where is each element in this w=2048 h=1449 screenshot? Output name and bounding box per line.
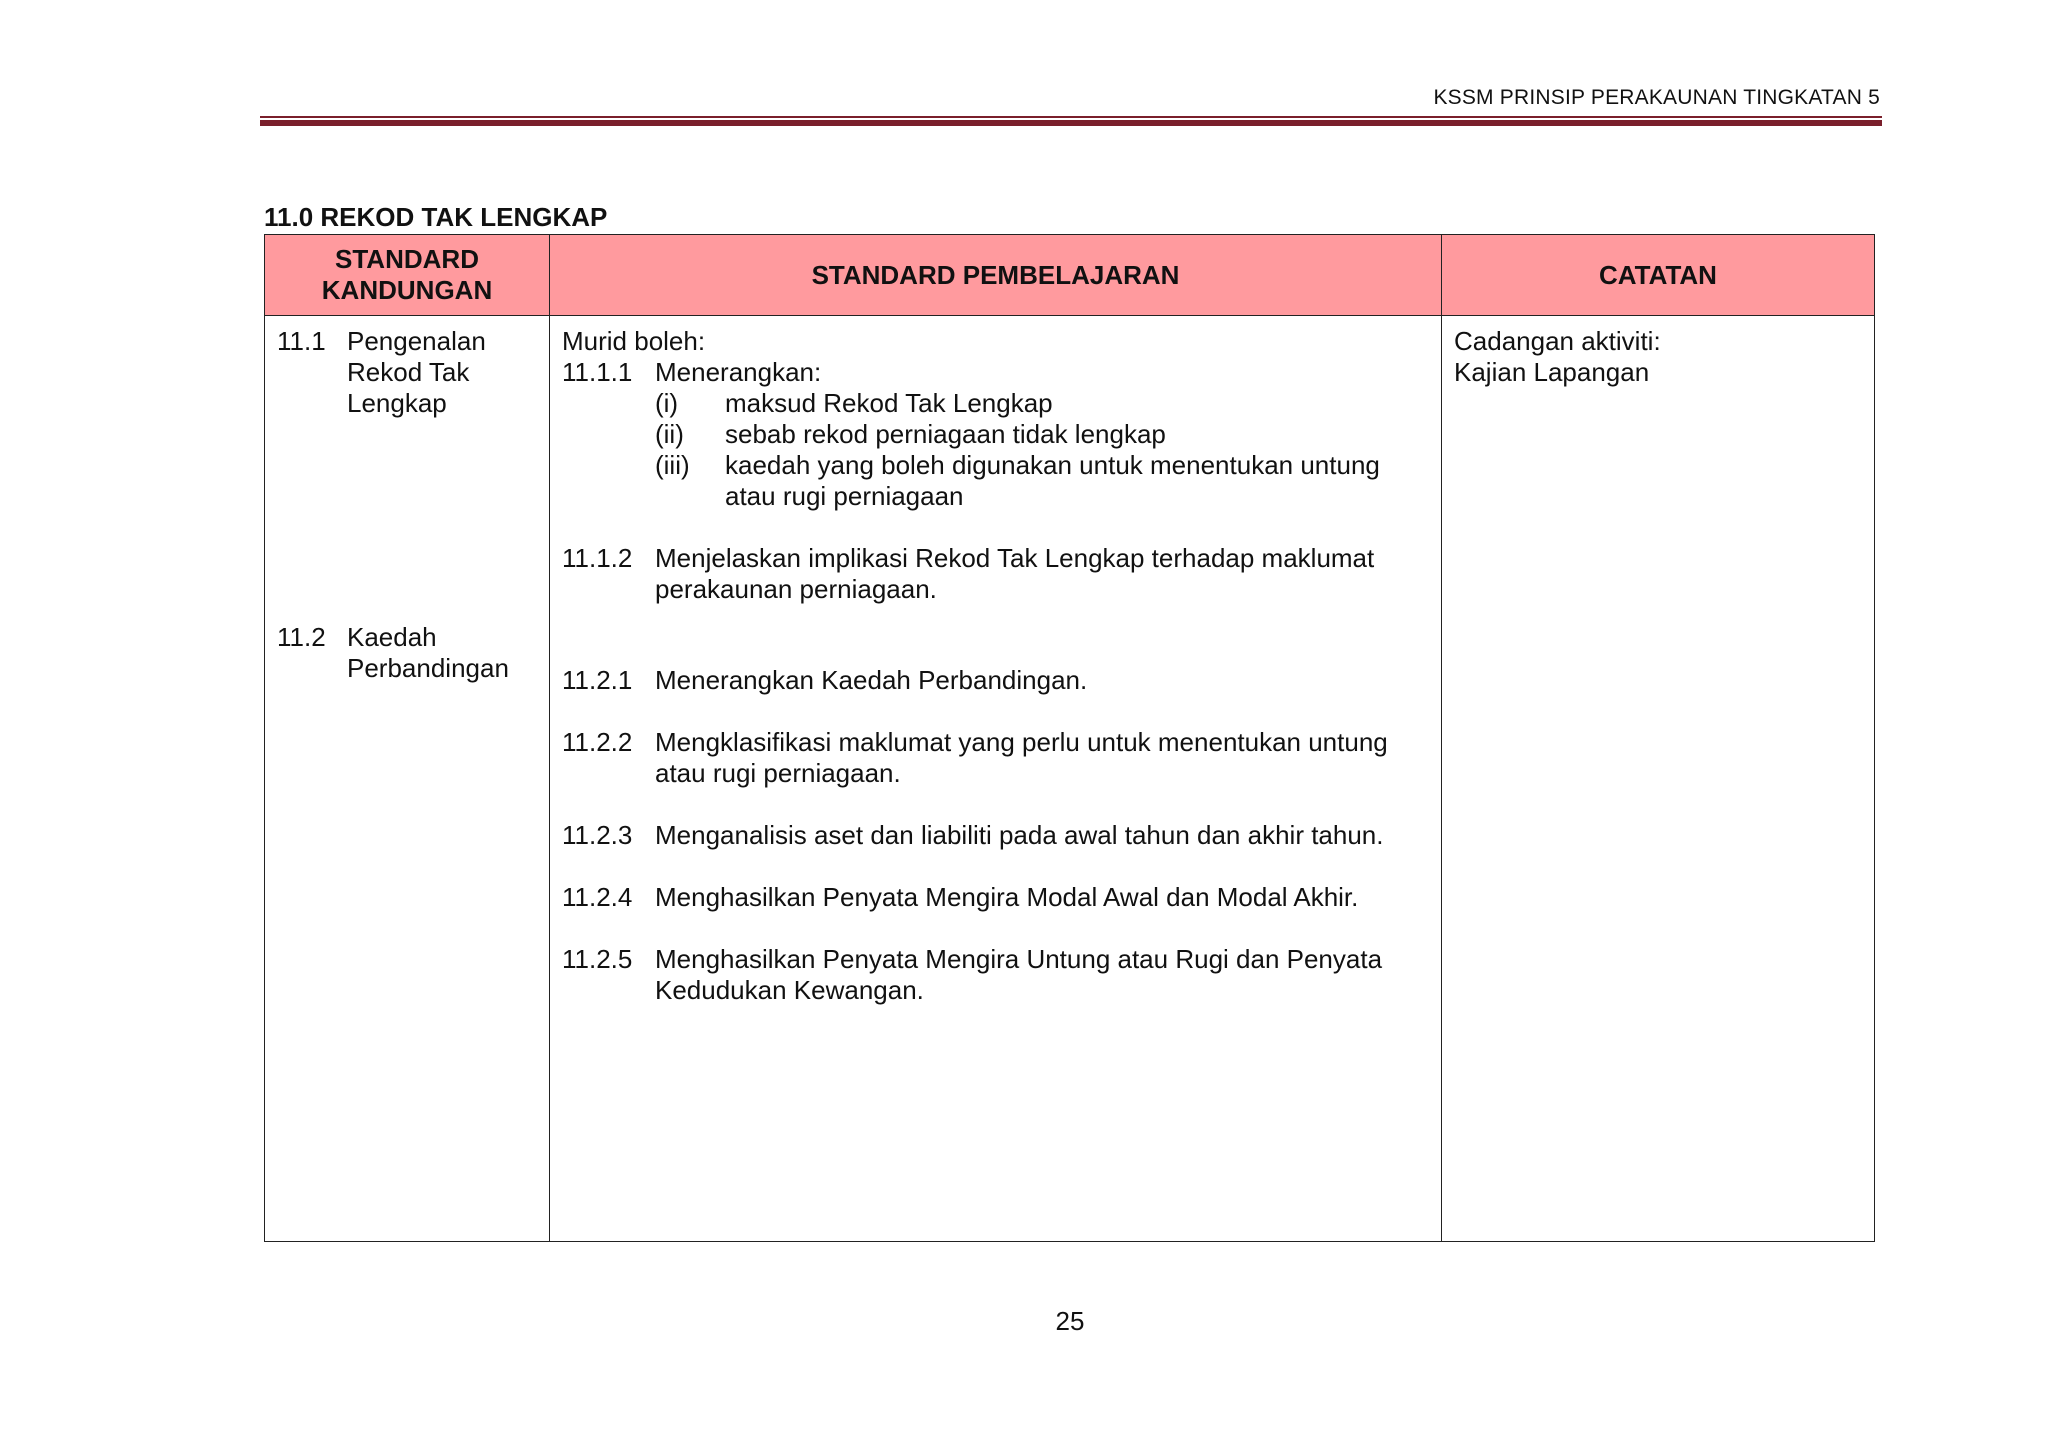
learning-standard-11-2-5	[562, 944, 1429, 1006]
activity-suggestion-label: Cadangan aktiviti:	[1454, 326, 1661, 356]
content-standard-11-2	[277, 622, 537, 684]
list-item	[655, 419, 1429, 450]
standard-pembelajaran-cell	[550, 316, 1442, 1242]
learning-standard-11-1-2	[562, 543, 1429, 605]
header-rule-thick	[260, 120, 1882, 126]
learning-standard-11-2-1	[562, 665, 1429, 696]
learning-standard-text: Menerangkan:	[655, 357, 822, 387]
learning-standard-text: Mengklasifikasi maklumat yang perlu untuk menentukan untung atau rugi perniagaan.	[655, 727, 1388, 788]
column-header-standard-kandungan: STANDARD KANDUNGAN	[265, 235, 550, 316]
header-rule-thin	[260, 116, 1882, 118]
page-number: 25	[1055, 1306, 1085, 1336]
running-header: KSSM PRINSIP PERAKAUNAN TINGKATAN 5	[1433, 86, 1880, 109]
learning-standard-code: 11.2.1	[562, 665, 633, 695]
learning-standard-code: 11.2.4	[562, 882, 633, 912]
standard-kandungan-cell	[265, 316, 550, 1242]
learning-standard-code: 11.2.5	[562, 944, 633, 974]
sub-point-numeral: (i)	[655, 388, 679, 418]
learning-standard-11-1-1	[562, 357, 1429, 512]
column-header-catatan: CATATAN	[1442, 235, 1875, 316]
sub-point-list	[655, 388, 1429, 512]
learning-standard-11-2-2	[562, 727, 1429, 789]
sub-point-numeral: (ii)	[655, 419, 684, 449]
list-item	[655, 450, 1429, 512]
sub-point-text: maksud Rekod Tak Lengkap	[725, 388, 1053, 418]
table-header-row	[265, 235, 1875, 316]
learning-standard-text: Menjelaskan implikasi Rekod Tak Lengkap terhadap maklumat perakaunan perniagaan.	[655, 543, 1375, 604]
learning-standard-text: Menghasilkan Penyata Mengira Modal Awal dan Modal Akhir.	[655, 882, 1359, 912]
learning-standard-11-2-4	[562, 882, 1429, 913]
sub-point-text: sebab rekod perniagaan tidak lengkap	[725, 419, 1166, 449]
learning-standard-code: 11.2.3	[562, 820, 633, 850]
learning-standard-code: 11.1.1	[562, 357, 633, 387]
activity-suggestion-value: Kajian Lapangan	[1454, 357, 1650, 387]
content-standard-11-1	[277, 326, 537, 419]
learning-standard-text: Menghasilkan Penyata Mengira Untung atau Rugi dan Penyata Kedudukan Kewangan.	[655, 944, 1383, 1005]
sub-point-numeral: (iii)	[655, 450, 690, 480]
learning-standard-code: 11.2.2	[562, 727, 633, 757]
list-item	[655, 388, 1429, 419]
content-standard-number: 11.1	[277, 326, 326, 356]
sub-point-text: kaedah yang boleh digunakan untuk menentukan untung atau rugi perniagaan	[725, 450, 1380, 511]
learning-standard-text: Menerangkan Kaedah Perbandingan.	[655, 665, 1088, 695]
content-standard-title: Pengenalan Rekod Tak Lengkap	[347, 326, 486, 418]
section-title: 11.0 REKOD TAK LENGKAP	[264, 202, 608, 232]
table-row	[265, 316, 1875, 1242]
learning-intro: Murid boleh:	[562, 326, 706, 356]
learning-standard-11-2-3	[562, 820, 1429, 851]
catatan-cell	[1442, 316, 1875, 1242]
curriculum-table	[264, 234, 1875, 1242]
content-standard-title: Kaedah Perbandingan	[347, 622, 509, 683]
column-header-standard-pembelajaran: STANDARD PEMBELAJARAN	[550, 235, 1442, 316]
content-standard-number: 11.2	[277, 622, 326, 652]
learning-standard-code: 11.1.2	[562, 543, 633, 573]
learning-standard-text: Menganalisis aset dan liabiliti pada awal tahun dan akhir tahun.	[655, 820, 1384, 850]
